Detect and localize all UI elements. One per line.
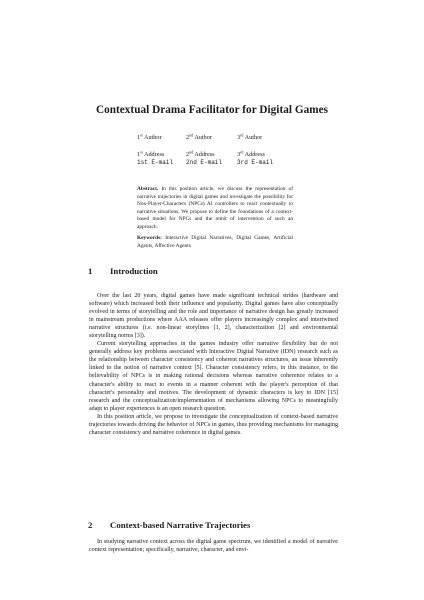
author-2-email: 2nd E-mail: [186, 158, 223, 166]
author-3: 3rd Author 3rd Address 3rd E-mail: [237, 132, 274, 166]
keywords-label: Keywords:: [137, 235, 162, 242]
abstract-text: In this position article, we discuss the representation of narrative trajectories in digital games and investigate the possibility for Non-Player-Characters (NPCs) AI controllers to react contextually to narrative situations. We propose to define the foundations of a context-based model for NPCs and the remit of intervention of such an approach.: [137, 186, 293, 230]
paper-title: Contextual Drama Facilitator for Digital Games: [95, 104, 329, 116]
keywords-text: Interactive Digital Narratives, Digital Games, Artificial Agents, Affective Agents: [137, 235, 293, 249]
paragraph: Current storytelling approaches in the games industry offer narrative flexibility but do not generally address key problems associated with Interactive Digital Narrative (IDN) research such as the relationship between character consistency and coherent narratives structures, an issue inherently linked to the notion of narrative context [5]. Character consistency refers, in this instance, to the believability of NPCs is in making rational decisions whereas narrative coherence relates to a character's ability to react to events in a manner coherent with the player's perception of that character's personality and motives. The development of dynamic characters is key to IDN [15] research and the conceptualization/implementation of mechanisms allowing NPCs to meaningfully adapt to player experiences is an open research question.: [89, 341, 338, 412]
section-heading-introduction: 1 Introduction: [88, 266, 158, 276]
abstract-label: Abstract.: [137, 186, 159, 192]
introduction-body: [89, 292, 338, 437]
section-heading-context-based: 2 Context-based Narrative Trajectories: [88, 520, 251, 530]
author-1: 1st Author 1st Address 1st E-mail: [137, 132, 174, 166]
paragraph: Over the last 20 years, digital games have made significant technical strides (hardware and software) which increased both their influence and popularity. Digital games have also conceptually evolved in terms of storytelling and the role and importance of narrative design has greatly increased in mainstream productions where AAA releases offer players increasingly complex and intertwined narrative structures (i.e. non-linear storylines [1, 2], characterization [2] and environmental storytelling norms [3]).: [89, 293, 338, 340]
section2-body: [89, 538, 338, 554]
author-3-email: 3rd E-mail: [237, 158, 274, 166]
author-2: 2nd Author 2nd Address 2nd E-mail: [186, 132, 223, 166]
abstract: [137, 186, 293, 250]
author-1-email: 1st E-mail: [137, 158, 174, 166]
paragraph: In studying narrative context across the digital game spectrum, we identified a model of narrative context representation; specifically, narrative, character, and envi-: [89, 539, 338, 554]
paragraph: In this position article, we propose to investigate the conceptualization of context-based narrative trajectories towards driving the behavior of NPCs in games, thus providing mechanisms for managing character consistency and narrative coherence in digital games.: [89, 413, 338, 436]
